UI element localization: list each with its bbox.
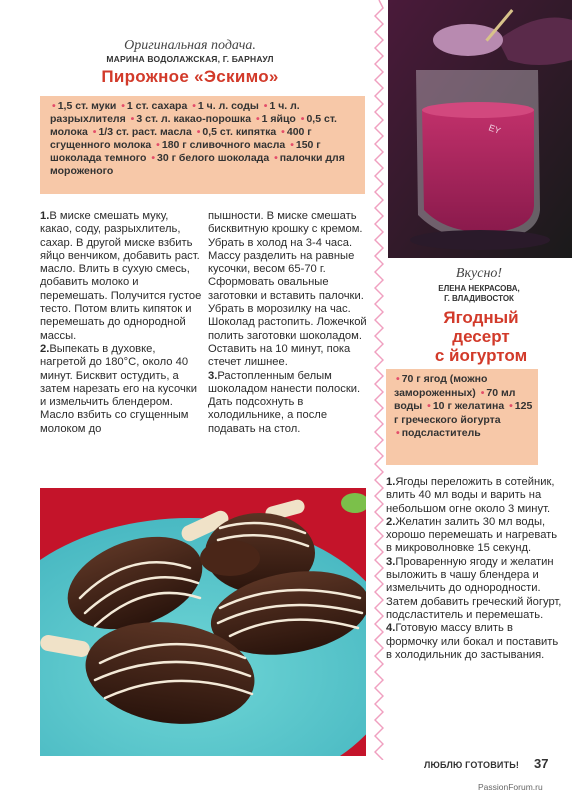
- ingredient-item: 3 ст. л. какао-порошка: [136, 113, 252, 125]
- step-number: 3.: [386, 555, 396, 568]
- ingredient-item: 1/3 ст. раст. масла: [98, 126, 192, 138]
- ingredient-bullet: •: [480, 386, 485, 399]
- ingredient-item: 125 г греческого йогурта: [394, 400, 533, 426]
- ingredient-bullet: •: [263, 100, 268, 112]
- berry-dessert-glass-photo: [388, 0, 572, 258]
- left-author: МАРИНА ВОДОЛАЖСКАЯ, Г. БАРНАУЛ: [106, 54, 274, 64]
- recipe-step: [386, 476, 566, 516]
- ingredient-item: 30 г белого шоколада: [157, 152, 270, 164]
- left-recipe-title: Пирожное «Эскимо»: [101, 67, 279, 86]
- ingredient-item: подсластитель: [401, 427, 481, 439]
- ingredient-item: 70 мл воды: [394, 386, 516, 412]
- ingredient-item: 400 г сгущенного молока: [50, 126, 312, 151]
- recipe-step: [40, 210, 202, 343]
- ingredient-bullet: •: [52, 100, 56, 112]
- step-number: 1.: [40, 210, 50, 222]
- ingredient-item: 1 ст. сахара: [126, 100, 188, 112]
- ingredient-bullet: •: [509, 400, 513, 412]
- ingredient-bullet: •: [396, 427, 400, 439]
- step-number: 2.: [386, 515, 396, 528]
- right-author-name: ЕЛЕНА НЕКРАСОВА,: [438, 284, 520, 293]
- step-text: пышности. В миске смешать бисквитную крошку с кремом. Убрать в холод на 3-4 часа. Массу разделить на равные кусочки, весом 65-70 г. Сформовать овальные заготовки и вставить палочки. Убрать в морозилку на час. Шоколад растопить. Ложечкой полить заготовки шоколадом. Оставить на 10 минут, пока стечет лишнее.: [208, 210, 367, 369]
- ingredient-item: 1,5 ст. муки: [57, 100, 117, 112]
- step-number: 2.: [40, 342, 50, 355]
- recipe-step: [208, 210, 368, 370]
- step-number: 4.: [386, 622, 396, 635]
- recipe-step: [40, 343, 202, 436]
- step-text: В миске смешать муку, какао, соду, разрыхлитель, сахар. В другой миске взбить яйцо венчиком, добавить раст. масло. Влить в сухую смесь, добавить молоко и перемешать. Получится густое тесто. Потом влить кипяток и перемешать до однородной массы.: [40, 210, 202, 342]
- right-ingredients-box: [386, 369, 538, 465]
- page-number: 37: [534, 756, 549, 771]
- ingredient-item: 150 г шоколада темного: [50, 139, 321, 164]
- ingredient-bullet: •: [300, 113, 305, 125]
- step-text: Желатин залить 30 мл воды, хорошо перемешать и нагревать в микроволновке 15 секунд.: [386, 515, 558, 555]
- ingredient-bullet: •: [192, 100, 196, 112]
- ingredient-bullet: •: [92, 126, 97, 138]
- left-steps-column-2: [208, 210, 368, 436]
- recipe-step: [386, 622, 566, 662]
- ingredient-bullet: •: [427, 400, 431, 412]
- step-text: Готовую массу влить в формочку или бокал и поставить в холодильник до застывания.: [386, 622, 559, 661]
- right-author-city: Г. ВЛАДИВОСТОК: [444, 294, 514, 303]
- ingredient-bullet: •: [121, 100, 125, 112]
- ingredient-bullet: •: [151, 152, 155, 164]
- ingredient-item: 1 яйцо: [261, 113, 296, 125]
- right-title-line-3: с йогуртом: [434, 346, 528, 365]
- step-number: 1.: [386, 476, 396, 488]
- ingredient-item: 1 ч. л. соды: [197, 100, 259, 112]
- ingredient-item: 70 г ягод (можно замороженных): [394, 373, 488, 399]
- magazine-name: ЛЮБЛЮ ГОТОВИТЬ!: [424, 760, 520, 770]
- ingredient-bullet: •: [396, 373, 400, 385]
- ingredient-item: 180 г сливочного масла: [161, 139, 286, 151]
- step-text: Растопленным белым шоколадом нанести полоски. Дать подсохнуть в холодильнике, а после подавать на стол.: [208, 369, 361, 435]
- watermark: PassionForum.ru: [478, 782, 543, 792]
- step-number: 3.: [208, 369, 218, 382]
- right-title-line-2: десерт: [452, 327, 510, 346]
- ingredient-bullet: •: [290, 139, 294, 151]
- step-text: Проваренную ягоду и желатин выложить в чашу блендера и измельчить до однородности. Затем добавить греческий йогурт, подсластитель и перемешать.: [386, 555, 562, 621]
- step-text: Выпекать в духовке, нагретой до 180°С, около 40 минут. Бисквит остудить, а затем нарезать его на кусочки и измельчить блендером. Масло взбить со сгущенным молоком до: [40, 342, 197, 435]
- right-subtitle: Вкусно!: [455, 266, 503, 281]
- ingredient-bullet: •: [274, 152, 278, 164]
- ingredient-bullet: •: [156, 139, 160, 151]
- left-subtitle: Оригинальная подача.: [124, 38, 256, 53]
- recipe-step: [208, 370, 368, 436]
- ingredient-item: 0,5 ст. молока: [50, 113, 337, 138]
- ingredient-item: палочки для мороженого: [50, 152, 345, 177]
- ingredient-bullet: •: [130, 113, 135, 125]
- recipe-step: [386, 556, 566, 622]
- ingredient-item: 0,5 ст. кипятка: [202, 126, 277, 138]
- ingredient-bullet: •: [196, 126, 201, 138]
- right-steps-column: [386, 476, 566, 662]
- recipe-step: [386, 516, 566, 556]
- ingredient-item: 10 г желатина: [432, 400, 505, 412]
- ingredient-bullet: •: [281, 126, 285, 138]
- left-steps-column-1: [40, 210, 202, 436]
- left-ingredients-box: [40, 96, 365, 194]
- column-divider: [374, 0, 384, 760]
- ingredient-item: 1 ч. л. разрыхлителя: [50, 100, 300, 125]
- eskimo-dessert-photo: [40, 488, 366, 756]
- step-text: Ягоды переложить в сотейник, влить 40 мл воды и варить на небольшом огне около 3 минут.: [386, 476, 555, 515]
- right-title-line-1: Ягодный: [443, 308, 519, 327]
- ingredient-bullet: •: [255, 113, 260, 125]
- svg-text:EY: EY: [487, 122, 503, 136]
- right-recipe-title: [396, 308, 566, 365]
- right-column: [386, 0, 572, 800]
